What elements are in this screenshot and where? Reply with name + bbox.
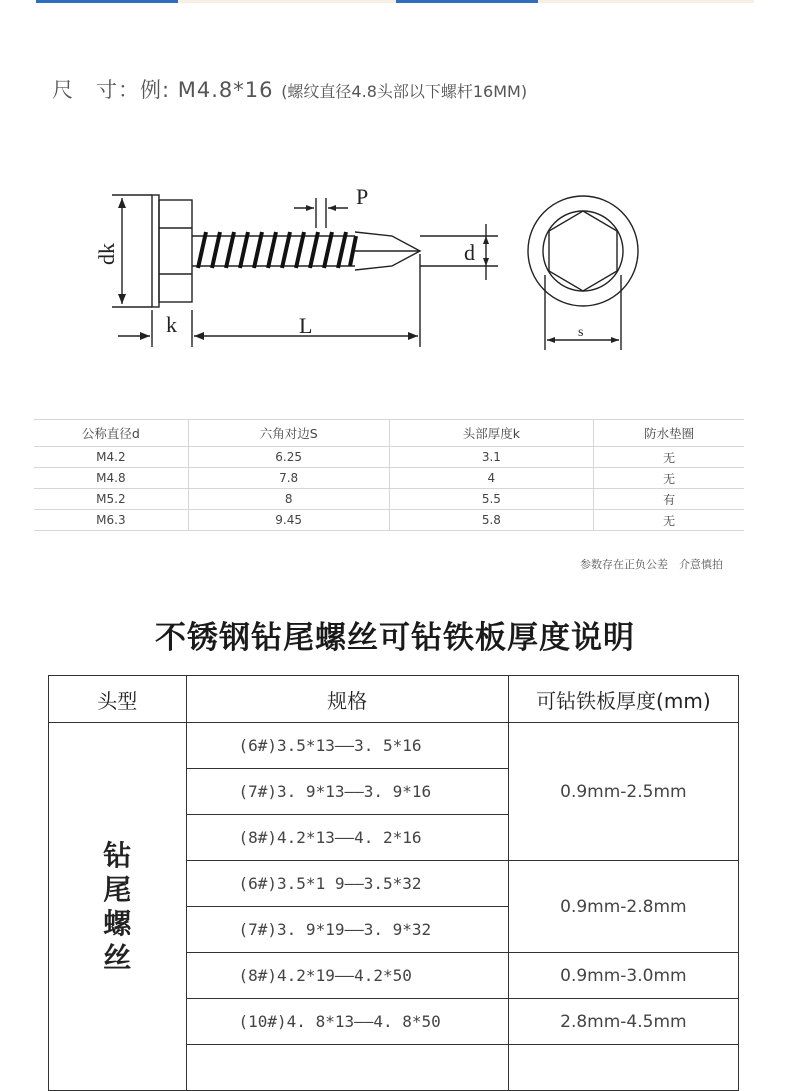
spec-cell: M4.2 xyxy=(34,447,188,468)
top-accent-bar-tan-right xyxy=(538,0,754,3)
size-caption-note: (螺纹直径4.8头部以下螺杆16MM) xyxy=(281,82,528,101)
dim-label-P: P xyxy=(356,184,369,209)
section-title: 不锈钢钻尾螺丝可钻铁板厚度说明 xyxy=(155,620,635,656)
drill-thickness-table xyxy=(48,675,739,1091)
spec-cell: 5.8 xyxy=(389,510,594,531)
top-accent-bar-tan-left xyxy=(178,0,396,3)
spec-cell: M5.2 xyxy=(34,489,188,510)
dim-label-d: d xyxy=(464,240,475,265)
spec-cell: 5.5 xyxy=(389,489,594,510)
spec-value: (7#)3. 9*13——3. 9*16 xyxy=(186,769,508,815)
thickness-value: 0.9mm-2.5mm xyxy=(508,723,738,861)
dim-label-k: k xyxy=(166,312,177,337)
drill-header-type: 头型 xyxy=(49,676,187,723)
spec-cell: 无 xyxy=(594,468,744,489)
table-row xyxy=(34,510,744,531)
screw-drawing xyxy=(0,150,790,400)
table-row xyxy=(34,468,744,489)
spec-value: (10#)4. 8*13——4. 8*50 xyxy=(186,999,508,1045)
spec-cell: 7.8 xyxy=(188,468,389,489)
washer-outline xyxy=(152,195,159,307)
spec-cell: 4 xyxy=(389,468,594,489)
tolerance-disclaimer: 参数存在正负公差 介意慎拍 xyxy=(580,558,723,571)
head-type-char: 尾 xyxy=(103,872,132,906)
thickness-value-empty xyxy=(508,1045,738,1091)
table-row xyxy=(49,723,739,769)
top-accent-bar-left xyxy=(36,0,178,3)
size-caption-label: 尺 寸：例: M4.8*16 xyxy=(52,78,274,102)
spec-value: (8#)4.2*13——4. 2*16 xyxy=(186,815,508,861)
head-type-char: 钻 xyxy=(103,838,132,872)
thread-lines xyxy=(198,232,356,268)
drill-header-spec: 规格 xyxy=(186,676,508,723)
spec-value: (7#)3. 9*19——3. 9*32 xyxy=(186,907,508,953)
spec-value: (6#)3.5*13——3. 5*16 xyxy=(186,723,508,769)
size-caption xyxy=(52,74,527,104)
spec-cell: M4.8 xyxy=(34,468,188,489)
head-type-cell xyxy=(49,723,187,1091)
dim-label-dk: dk xyxy=(94,243,119,265)
spec-value: (8#)4.2*19——4.2*50 xyxy=(186,953,508,999)
spec-value: (6#)3.5*1 9——3.5*32 xyxy=(186,861,508,907)
spec-cell: M6.3 xyxy=(34,510,188,531)
hex-head-outline xyxy=(159,200,192,302)
drill-header-thickness: 可钻铁板厚度(mm) xyxy=(508,676,738,723)
spec-header-hex-width: 六角对边S xyxy=(188,420,389,447)
head-type-char: 螺 xyxy=(103,906,132,940)
spec-cell: 无 xyxy=(594,447,744,468)
spec-cell: 有 xyxy=(594,489,744,510)
spec-cell: 9.45 xyxy=(188,510,389,531)
spec-cell: 无 xyxy=(594,510,744,531)
top-accent-bar-right xyxy=(396,0,538,3)
drill-table-header-row xyxy=(49,676,739,723)
spec-cell: 3.1 xyxy=(389,447,594,468)
spec-header-washer: 防水垫圈 xyxy=(594,420,744,447)
thickness-value: 2.8mm-4.5mm xyxy=(508,999,738,1045)
thickness-value: 0.9mm-3.0mm xyxy=(508,953,738,999)
table-row xyxy=(34,489,744,510)
dim-label-L: L xyxy=(299,313,313,338)
hex-top-view xyxy=(549,211,617,291)
spec-cell: 6.25 xyxy=(188,447,389,468)
head-type-char: 丝 xyxy=(103,940,132,974)
spec-value-empty xyxy=(186,1045,508,1091)
spec-cell: 8 xyxy=(188,489,389,510)
spec-table-header-row xyxy=(34,420,744,447)
table-row xyxy=(34,447,744,468)
dim-label-s: s xyxy=(578,325,584,340)
thickness-value: 0.9mm-2.8mm xyxy=(508,861,738,953)
spec-header-head-thickness: 头部厚度k xyxy=(389,420,594,447)
size-spec-table xyxy=(34,419,744,531)
spec-header-diameter: 公称直径d xyxy=(34,420,188,447)
